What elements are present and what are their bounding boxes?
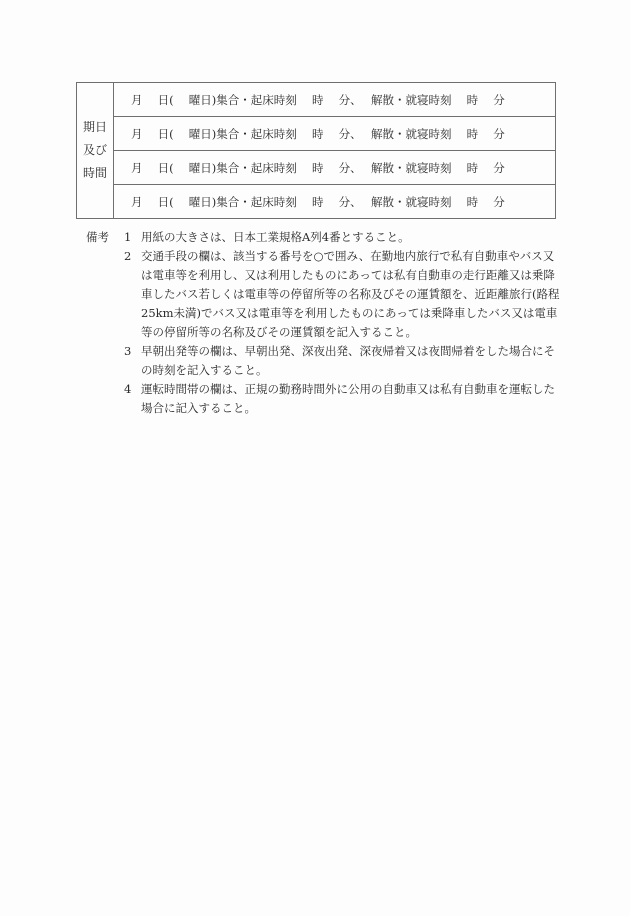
schedule-row[interactable]: 月 日( 曜日)集合・起床時刻 時 分、 解散・就寝時刻 時 分 (114, 83, 555, 117)
schedule-table (76, 82, 556, 219)
remark-item (124, 228, 561, 247)
remarks-section (86, 228, 560, 418)
remark-item (124, 342, 561, 380)
remark-number: 1 (124, 230, 132, 244)
remark-text: 運転時間帯の欄は、正規の勤務時間外に公用の自動車又は私有自動車を運転した場合に記入すること。 (141, 382, 555, 415)
label-line: 期日 (82, 120, 107, 134)
remark-text: 用紙の大きさは、日本工業規格A列4番とすること。 (141, 230, 410, 244)
remark-text: 交通手段の欄は、該当する番号を○で囲み、在勤地内旅行で私有自動車やバス又は電車等を利用し、又は利用したものにあっては私有自動車の走行距離又は乗降車したバス若しくは電車等の停留所等の名称及びその運賃額を、近距離旅行(路程25km未満)でバス又は電車等を利用したものにあっては乗降車したバス又は電車等の停留所等の名称及びその運賃額を記入すること。 (141, 249, 560, 339)
remark-number: 2 (124, 249, 132, 263)
remark-number: 3 (124, 344, 132, 358)
remark-text: 早朝出発等の欄は、早朝出発、深夜出発、深夜帰着又は夜間帰着をした場合にその時刻を記入すること。 (141, 344, 555, 377)
remarks-heading: 備考 (86, 230, 109, 244)
date-time-label (77, 83, 114, 218)
label-line: 時間 (82, 166, 107, 180)
schedule-row[interactable]: 月 日( 曜日)集合・起床時刻 時 分、 解散・就寝時刻 時 分 (114, 151, 555, 185)
remark-item (124, 380, 561, 418)
schedule-rows (114, 83, 555, 218)
remark-number: 4 (124, 382, 132, 396)
schedule-row[interactable]: 月 日( 曜日)集合・起床時刻 時 分、 解散・就寝時刻 時 分 (131, 194, 505, 209)
remark-item (124, 247, 561, 342)
label-line: 及び (82, 143, 107, 157)
schedule-row[interactable]: 月 日( 曜日)集合・起床時刻 時 分、 解散・就寝時刻 時 分 (114, 117, 555, 151)
